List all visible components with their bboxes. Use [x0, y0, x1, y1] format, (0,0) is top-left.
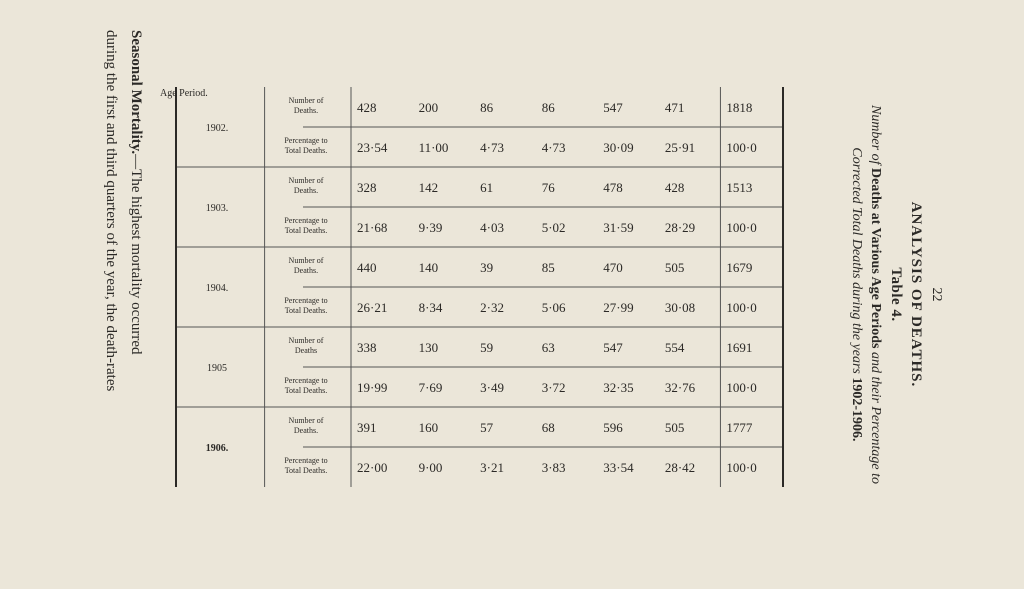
sub-header-1: Percentage to — [284, 456, 328, 465]
table-cell: 160 — [418, 420, 439, 435]
age-header: Age Period. — [160, 88, 208, 99]
table-caption-line2 — [848, 0, 864, 589]
sub-header-1: Total Deaths. — [284, 226, 328, 235]
table-cell: 4·73 — [541, 140, 566, 155]
sub-header-0: Number of — [288, 96, 324, 105]
table-cell: 61 — [480, 180, 494, 195]
year-label: 1905 — [207, 363, 227, 374]
sub-header-0: Number of — [288, 336, 324, 345]
sub-header-0: Deaths — [294, 346, 318, 355]
year-label: 1903. — [205, 203, 229, 214]
table-cell: 9·00 — [418, 460, 443, 475]
table-cell: 505 — [664, 420, 685, 435]
deaths-table — [175, 87, 784, 487]
table-cell: 100·0 — [726, 460, 757, 475]
sub-header-0: Deaths. — [293, 106, 319, 115]
paragraph-text1: —The highest mortality occurred — [128, 154, 144, 355]
sub-header-0: Number of — [288, 256, 324, 265]
table-cell: 1818 — [726, 100, 753, 115]
table-cell: 328 — [357, 180, 377, 195]
table-cell: 7·69 — [418, 380, 443, 395]
table-cell: 22·00 — [357, 460, 388, 475]
table-cell: 11·00 — [418, 140, 449, 155]
sub-header-1: Percentage to — [284, 216, 328, 225]
table-cell: 596 — [603, 420, 623, 435]
table-cell: 76 — [541, 180, 555, 195]
table-cell: 130 — [418, 340, 439, 355]
table-cell: 8·34 — [418, 300, 443, 315]
table-cell: 547 — [603, 100, 623, 115]
table-cell: 86 — [541, 100, 555, 115]
table-cell: 3·72 — [541, 380, 566, 395]
table-cell: 31·59 — [603, 220, 634, 235]
table-cell: 26·21 — [357, 300, 388, 315]
table-cell: 100·0 — [726, 380, 757, 395]
table-cell: 68 — [541, 420, 555, 435]
table-cell: 3·49 — [480, 380, 504, 395]
sub-header-1: Percentage to — [284, 136, 328, 145]
sub-header-0: Deaths. — [293, 426, 319, 435]
table-cell: 27·99 — [603, 300, 634, 315]
sub-header-0: Deaths. — [293, 266, 319, 275]
table-cell: 5·02 — [541, 220, 566, 235]
table-cell: 2·32 — [480, 300, 504, 315]
table-cell: 428 — [357, 100, 377, 115]
table-cell: 547 — [603, 340, 623, 355]
table-cell: 86 — [480, 100, 494, 115]
table-cell: 100·0 — [726, 140, 757, 155]
table-cell: 33·54 — [603, 460, 634, 475]
table-cell: 4·73 — [480, 140, 504, 155]
sub-header-0: Number of — [288, 176, 324, 185]
section-heading: ANALYSIS OF DEATHS. — [908, 201, 924, 388]
sub-header-1: Total Deaths. — [284, 146, 328, 155]
table-cell: 100·0 — [726, 300, 757, 315]
sub-header-1: Total Deaths. — [284, 306, 328, 315]
table-cell: 1679 — [726, 260, 753, 275]
table-cell: 19·99 — [357, 380, 388, 395]
caption-bold: Deaths at Various Age Periods — [868, 167, 883, 349]
paragraph-line2: during the first and third quarters of the year, the death-rates — [103, 30, 119, 392]
page-number: 22 — [929, 287, 944, 302]
table-cell: 440 — [357, 260, 377, 275]
table-cell: 1513 — [726, 180, 753, 195]
table-cell: 28·42 — [664, 460, 696, 475]
sub-header-1: Percentage to — [284, 296, 328, 305]
table-cell: 63 — [541, 340, 555, 355]
table-label: Table 4. — [888, 267, 904, 322]
table-cell: 1777 — [726, 420, 753, 435]
sub-header-1: Total Deaths. — [284, 466, 328, 475]
table-cell: 338 — [357, 340, 377, 355]
year-label: 1902. — [205, 123, 229, 134]
table-cell: 470 — [603, 260, 623, 275]
year-label: 1904. — [205, 283, 229, 294]
table-cell: 4·03 — [480, 220, 504, 235]
table-cell: 32·35 — [603, 380, 634, 395]
table-cell: 391 — [357, 420, 377, 435]
table-grid — [177, 87, 782, 487]
table-cell: 478 — [603, 180, 623, 195]
table-cell: 471 — [664, 100, 685, 115]
table-cell: 23·54 — [357, 140, 388, 155]
table-cell: 85 — [541, 260, 555, 275]
table-cell: 3·83 — [541, 460, 566, 475]
table-cell: 1691 — [726, 340, 753, 355]
table-cell: 28·29 — [664, 220, 696, 235]
table-cell: 39 — [480, 260, 494, 275]
sub-header-0: Deaths. — [293, 186, 319, 195]
table-cell: 57 — [480, 420, 494, 435]
table-cell: 3·21 — [480, 460, 504, 475]
table-cell: 428 — [664, 180, 685, 195]
caption-pre: Number of — [868, 104, 883, 165]
table-cell: 140 — [418, 260, 439, 275]
caption-years: 1902-1906. — [849, 377, 864, 442]
paragraph-heading: Seasonal Mortality. — [128, 30, 144, 155]
sub-header-0: Number of — [288, 416, 324, 425]
table-cell: 25·91 — [664, 140, 696, 155]
table-cell: 30·08 — [664, 300, 696, 315]
year-label: 1906. — [205, 443, 229, 454]
table-cell: 9·39 — [418, 220, 443, 235]
table-cell: 30·09 — [603, 140, 634, 155]
table-cell: 142 — [418, 180, 439, 195]
caption-post: and their Percentage to — [868, 351, 883, 484]
sub-header-1: Percentage to — [284, 376, 328, 385]
caption-line2: Corrected Total Deaths during the years — [849, 147, 864, 374]
sub-header-1: Total Deaths. — [284, 386, 328, 395]
paragraph-line1 — [127, 30, 144, 570]
table-cell: 505 — [664, 260, 685, 275]
table-caption-line1 — [867, 0, 883, 589]
table-cell: 32·76 — [664, 380, 696, 395]
table-cell: 5·06 — [541, 300, 566, 315]
table-cell: 200 — [418, 100, 439, 115]
table-cell: 100·0 — [726, 220, 757, 235]
table-cell: 21·68 — [357, 220, 388, 235]
table-cell: 59 — [480, 340, 494, 355]
table-cell: 554 — [664, 340, 685, 355]
